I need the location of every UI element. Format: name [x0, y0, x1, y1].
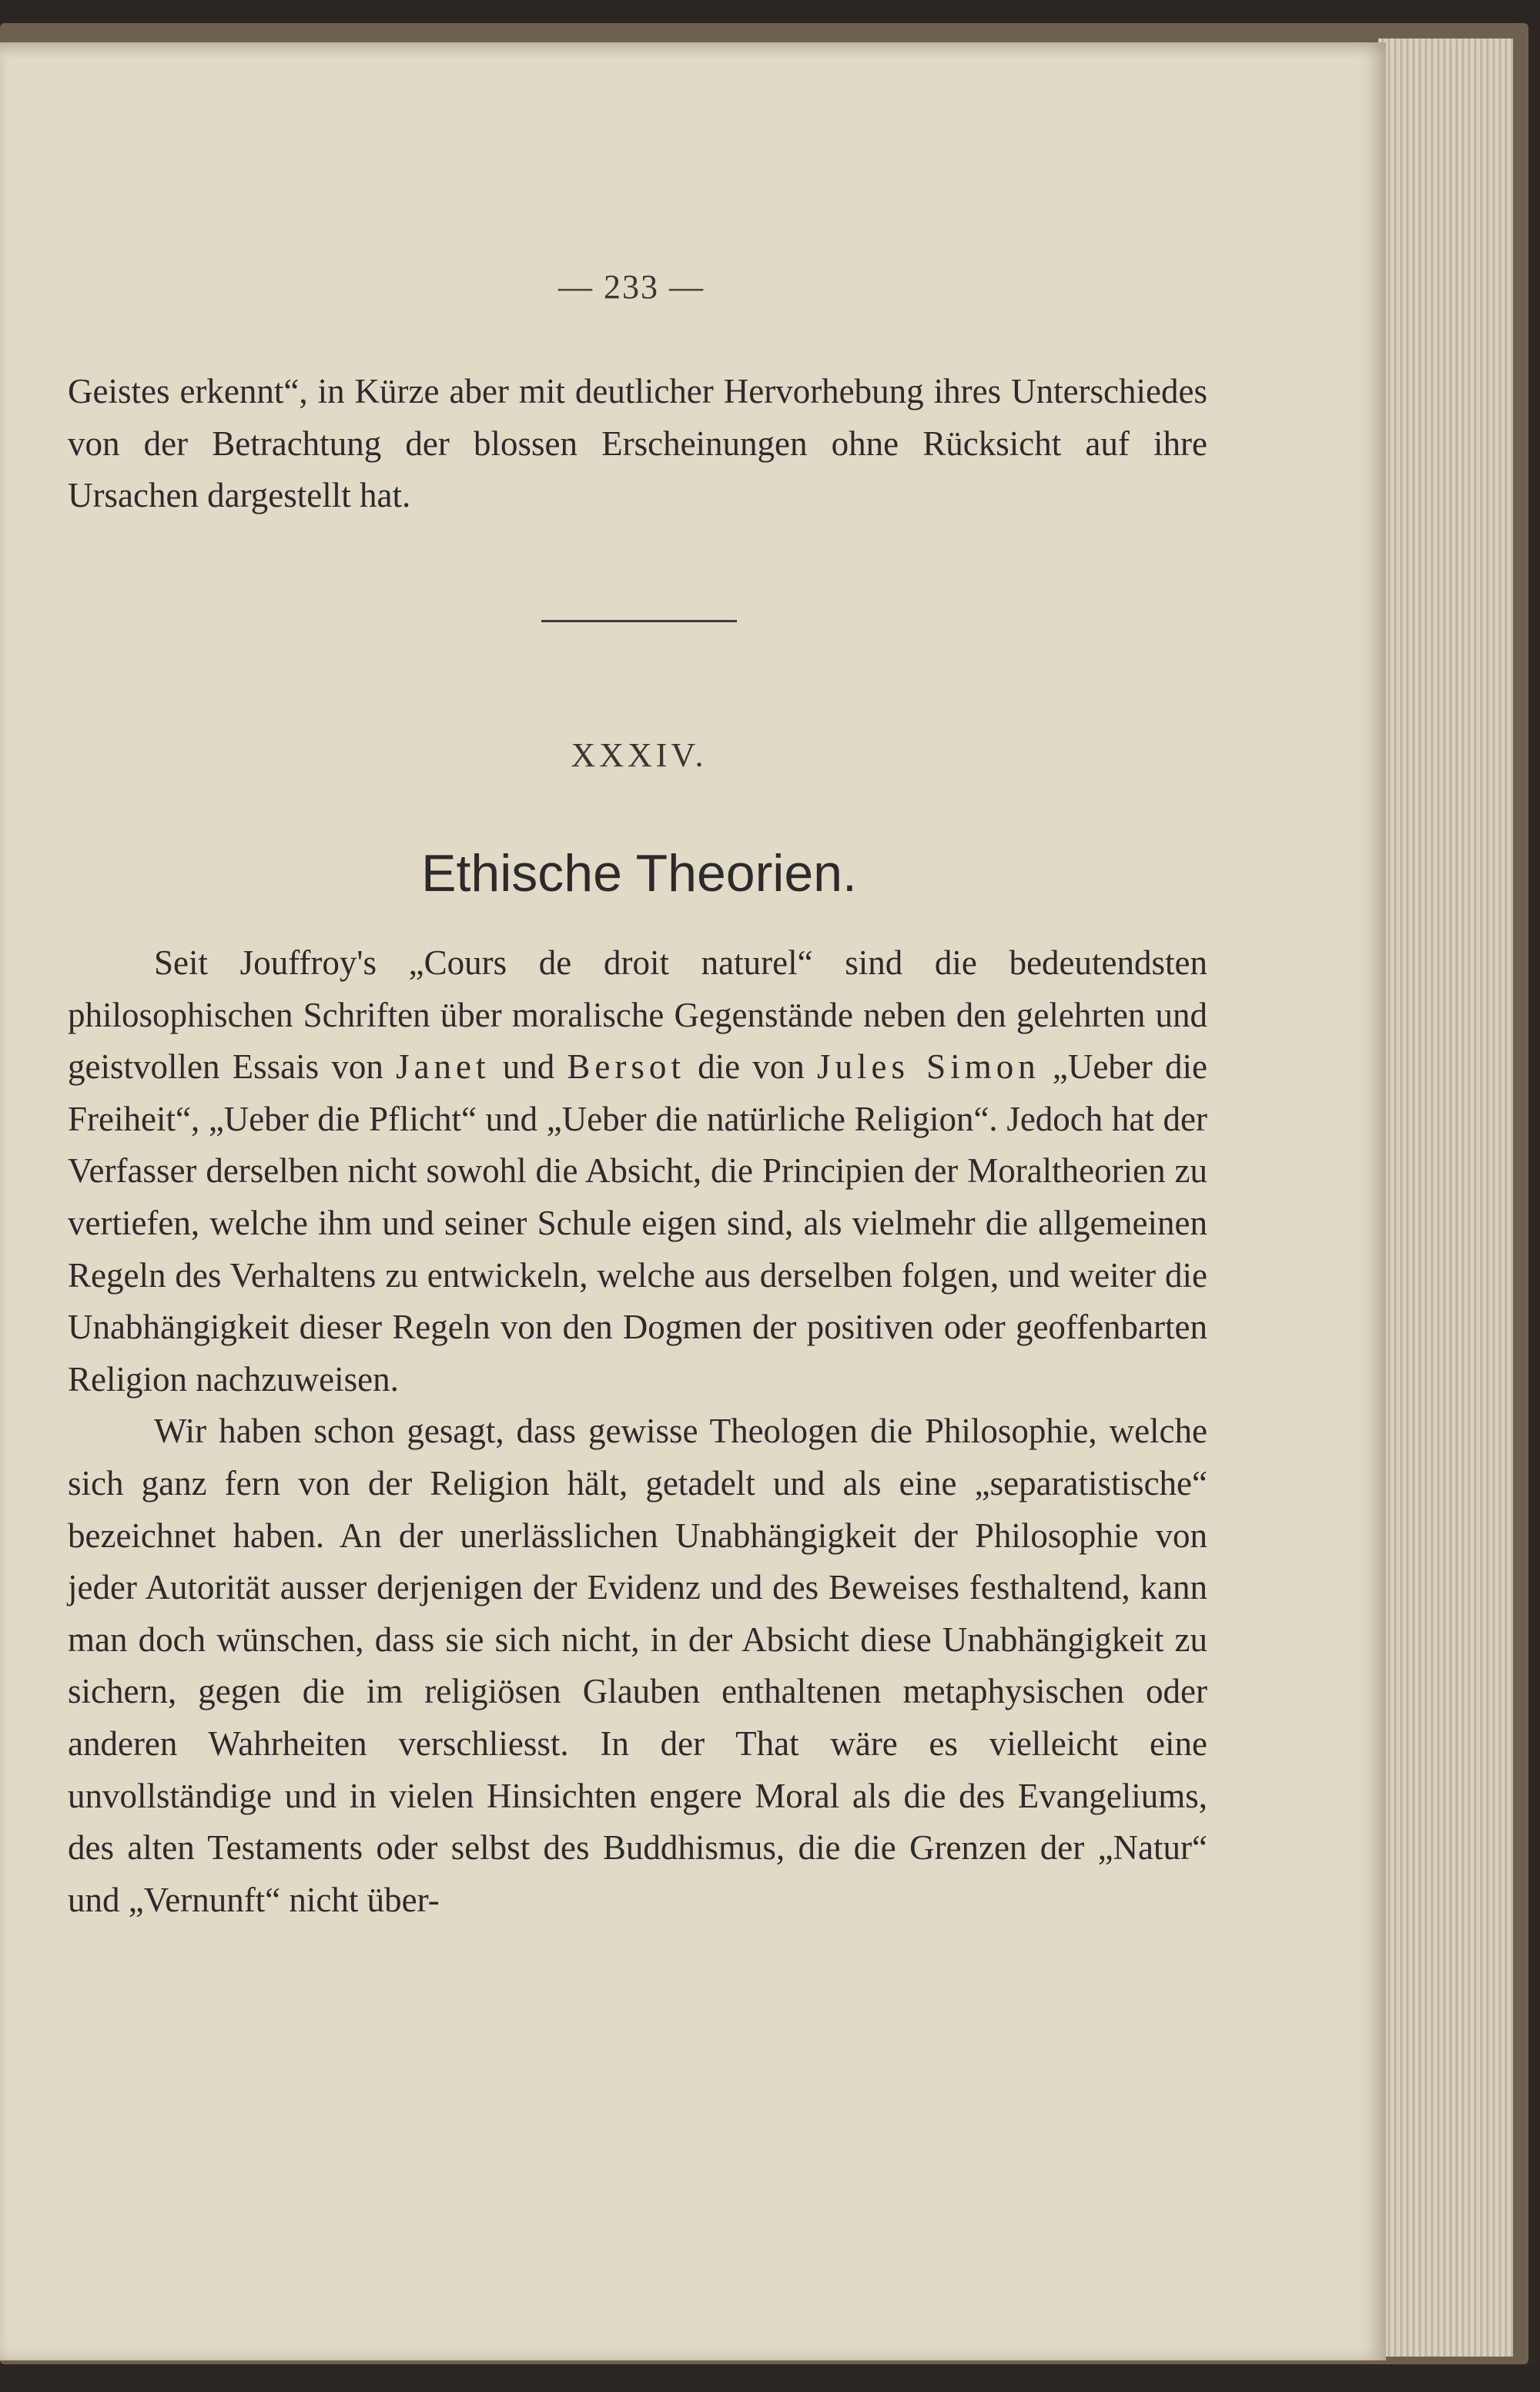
section-divider	[541, 620, 737, 622]
paragraph-3: Wir haben schon gesagt, dass gewisse Theologen die Philosophie, welche sich ganz fern von der Religion hält, getadelt und als eine „separatistische“ bezeichnet haben. An der unerlässlichen Unabhängigkeit der Philosophie von jeder Autorität ausser derjenigen der Evidenz und des Beweises festhaltend, kann man doch wünschen, dass sie sich nicht, in der Absicht diese Unabhängigkeit zu sichern, gegen die im religiösen Glauben enthaltenen metaphysischen oder anderen Wahrheiten verschliesst. In der That wäre es vielleicht eine unvollständige und in vielen Hinsichten engere Moral als die des Evangeliums, des alten Testaments oder selbst des Buddhismus, die die Grenzen der „Natur“ und „Vernunft“ nicht über-	[68, 1412, 1207, 1919]
paragraph-2-part4: „Ueber die Freiheit“, „Ueber die Pflicht“ und „Ueber die natürliche Religion“. Jedoch hat der Verfasser derselben nicht sowohl die Absicht, die Principien der Moraltheorien zu vertiefen, welche ihm und seiner Schule eigen sind, als vielmehr die allgemeinen Regeln des Verhaltens zu entwickeln, welche aus derselben folgen, und weiter die Unabhängigkeit dieser Regeln von den Dogmen der positiven oder geoffenbarten Religion nachzuweisen.	[68, 1047, 1207, 1399]
chapter-number: XXXIV.	[571, 736, 708, 774]
paragraph-2	[68, 937, 1207, 1405]
author-name-bersot: Bersot	[567, 1047, 685, 1087]
chapter-title: Ethische Theorien.	[421, 844, 857, 903]
page-edges	[1378, 39, 1513, 2357]
text-block-opening	[68, 366, 1207, 522]
author-name-janet: Janet	[396, 1047, 490, 1087]
paragraph-2-part3: die von	[685, 1047, 817, 1087]
author-name-jules-simon: Jules Simon	[816, 1047, 1040, 1087]
paragraph-2-part1: Seit Jouffroy's „Cours de droit naturel“ sind die bedeutendsten philosophischen Schriften über moralische Gegenstände neben den gelehrten und geistvollen Essais von	[68, 943, 1207, 1087]
paragraph-2-part2: und	[490, 1047, 567, 1087]
opening-paragraph: Geistes erkennt“, in Kürze aber mit deutlicher Hervorhebung ihres Unterschiedes von der Betrachtung der blossen Erscheinungen ohne Rücksicht auf ihre Ursachen dargestellt hat.	[68, 372, 1207, 515]
text-block-body	[68, 937, 1207, 1926]
page-number: — 233 —	[558, 268, 705, 306]
book-page	[0, 42, 1386, 2360]
